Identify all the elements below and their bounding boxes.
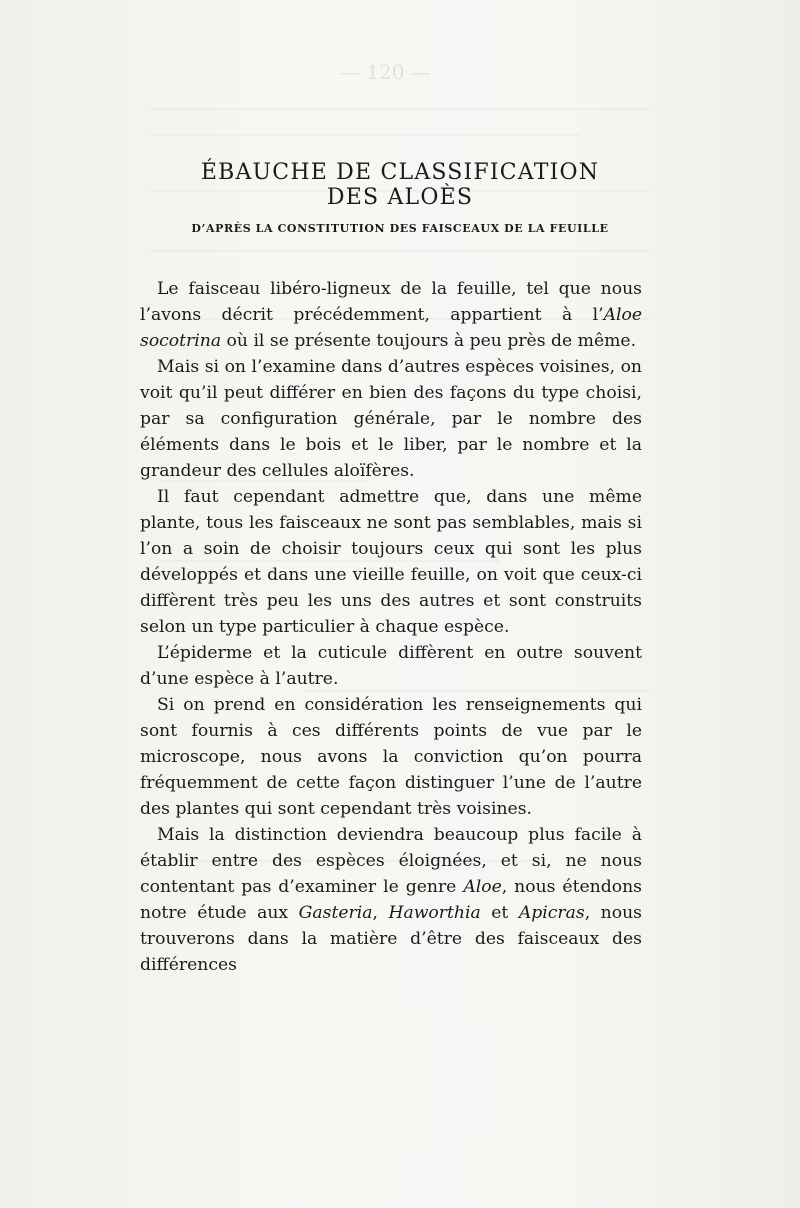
chapter-subtitle: D’APRÈS LA CONSTITUTION DES FAISCEAUX DE LA FEUILLE bbox=[191, 222, 609, 235]
paragraph-6-text-c: , bbox=[372, 903, 389, 923]
paragraph-2: Mais si on l’examine dans d’autres espèces voisines, on voit qu’il peut différer en bien des façons du type choisi, par sa configuration générale, par le nombre des éléments dans le bois et le liber, par le nombre et la grandeur des cellules aloïfères. bbox=[140, 357, 642, 481]
genus-name-gasteria: Gasteria bbox=[298, 903, 373, 923]
ghost-page-number: — 120 — bbox=[340, 60, 431, 84]
paragraph-3: Il faut cependant admettre que, dans une même plante, tous les faisceaux ne sont pas semblables, mais si l’on a soin de choisir toujours ceux qui sont les plus développés et dans une vieille feuille, on voit que ceux-ci diffèrent très peu les uns des autres et sont construits selon un type particulier à chaque espèce. bbox=[140, 487, 642, 637]
paragraph-6 bbox=[140, 822, 642, 978]
chapter-title: ÉBAUCHE DE CLASSIFICATION DES ALOÈS bbox=[200, 160, 600, 210]
genus-name-aloe: Aloe bbox=[463, 877, 502, 897]
paragraph-4: L’épiderme et la cuticule diffèrent en outre souvent d’une espèce à l’autre. bbox=[140, 643, 642, 689]
body-text bbox=[140, 276, 642, 978]
paragraph-6-text-b: , nous étendons notre étude aux bbox=[140, 877, 642, 923]
species-name-aloe-socotrina: Aloe socotrina bbox=[140, 305, 642, 351]
paragraph-1 bbox=[140, 276, 642, 354]
paragraph-1-text-a: Le faisceau libéro-ligneux de la feuille, tel que nous l’avons décrit précédemment, appartient à l’ bbox=[140, 279, 642, 325]
genus-name-apicras: Apicras bbox=[518, 903, 585, 923]
paragraph-5: Si on prend en considération les renseignements qui sont fournis à ces différents points de vue par le microscope, nous avons la conviction qu’on pourra fréquemment de cette façon distinguer l’une de l’autre des plantes qui sont cependant très voisines. bbox=[140, 695, 642, 819]
paragraph-6-text-a: Mais la distinction deviendra beaucoup plus facile à établir entre des espèces éloignées, et si, ne nous contentant pas d’examiner le genre bbox=[140, 825, 642, 897]
genus-name-haworthia: Haworthia bbox=[388, 903, 481, 923]
paragraph-6-text-e: , nous trouverons dans la matière d’être des faisceaux des différences bbox=[140, 903, 642, 975]
paragraph-6-text-d: et bbox=[480, 903, 519, 923]
paragraph-1-text-b: où il se présente toujours à peu près de même. bbox=[221, 331, 637, 351]
